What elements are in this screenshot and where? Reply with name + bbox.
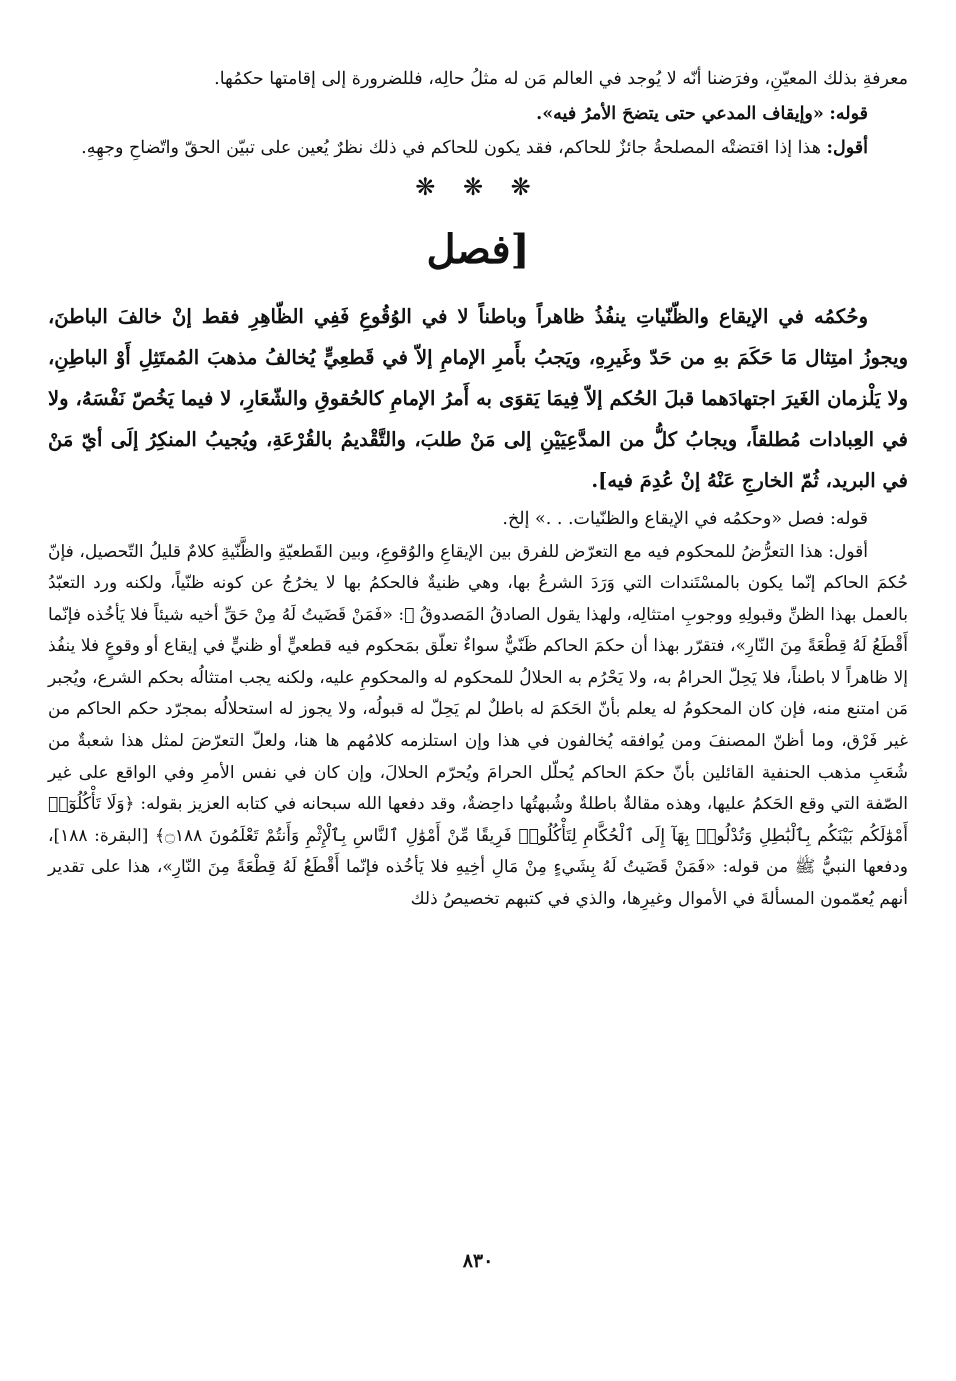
qawluh-1-label: قوله: — [829, 103, 868, 124]
section-heading-wrap — [48, 214, 908, 286]
aqul-1-label: أقول: — [826, 138, 868, 158]
aqul-1 — [48, 131, 908, 166]
aqul-2-part4: هذا على تقدير أنهم يُعمّمون المسألةَ في الأموال وغيرِها، والذي في كتبهم تخصيصُ ذلك — [48, 857, 908, 910]
qawluh-2 — [48, 501, 908, 537]
matn-paragraph — [48, 296, 908, 501]
intro-text: معرفةِ بذلك المعيّنِ، وفرَضنا أنّه لا يُوجد في العالم مَن له مثلُ حالِه، فللضرورة إلى إقامتها حكمُها. — [214, 69, 908, 89]
intro-paragraph — [48, 62, 908, 97]
hadith-1: «فَمَنْ قَضَيتُ لَهُ مِنْ حَقِّ أخيه شيئاً فلا يَأخُذه فإنّما أَقْطَعُ لَهُ قِطْعَةً مِنَ النّارِ»، — [48, 604, 909, 657]
quran-reference: [البقرة: ١٨٨]، — [48, 825, 149, 846]
aqul-2-part3: ودفعها النبيُّ ﷺ من قوله: — [722, 857, 909, 878]
hadith-2: «فَمَنْ قَضَيتُ لَهُ بِشَيءٍ مِنْ مَالِ أخِيهِ فلا يَأخُذه فإنّما أَقْطَعُ لَهُ قِطْعَةً مِنَ النّارِ»، — [156, 857, 716, 878]
page-content — [48, 62, 908, 916]
qawluh-1-text: «وإيقاف المدعي حتى يتضحَ الأمرُ فيه». — [536, 103, 824, 124]
aqul-2-part1: هذا التعرُّضُ للمحكوم فيه مع التعرّض للفرق بين الإيقاعِ والوُقوعِ، وبين القَطعيّةِ والظَّنّيةِ كلامٌ قليلُ التّحصيل، فإنّ حُكمَ الحاكم إنّما يكون بالمسْتَندات التي وَرَدَ الشرعُ بها، وهي ظنيةٌ فالحكمُ بها لا يخرُجُ عن كونه ظنّياً، ولكنه ورد التعبّدُ بالعمل بهذا الظنِّ وقبولِهِ ووجوبِ امتثالِه، ولهذا يقول الصادقُ المَصدوقُ ﷺ: — [48, 541, 909, 625]
aqul-2 — [48, 537, 908, 916]
section-heading: [فصل — [426, 225, 530, 273]
aqul-2-part2: فتقرّر بهذا أن حكمَ الحاكم ظَنّيٌّ سواءٌ تعلّق بمَحكوم فيه قطعيٍّ أو ظنيٍّ في إيقاع أو وقوعٍ فلا ينفُذ إلا ظاهراً لا باطناً، فلا يَحِلّ الحرامُ به، ولا يَحْرُم به الحلالُ للمحكوم له والمحكومِ عليه، ولكنه يجب امتثالُه بحكم الشرع، ويُجبر مَن امتنع منه، فإن كان المحكومُ له يعلم بأنّ الحَكمَ له باطلٌ لم يَحِلّ له قبولُه، ولا يجوز له استحلالُه بمجرّد حكم الحاكم من غير فَرْق، وما أظنّ المصنفَ ومن يُوافقه يُخالفون في هذا وإن استلزمه كلامُهم ها هنا، ولعلّ التعرّضَ لمثل هذا شعبةٌ من شُعَبِ مذهب الحنفية القائلين بأنّ حكمَ الحاكم يُحلّل الحرامَ ويُحرّم الحلالَ، وإن كان في نفس الأمرِ وفي الواقع على غير الصّفة التي وقع الحَكمُ عليها، وهذه مقالةٌ باطلةٌ وشُبهتُها داحِضةٌ، وقد دفعها الله سبحانه في كتابه العزيز بقوله: — [48, 636, 909, 815]
section-separator: ❋ ❋ ❋ — [415, 172, 541, 201]
quran-verse: ﴿وَلَا تَأْكُلُوٓا۟ أَمْوَٰلَكُم بَيْنَكُم بِٱلْبَٰطِلِ وَتُدْلُوا۟ بِهَآ إِلَى ٱلْحُكَّامِ لِتَأْكُلُوا۟ فَرِيقًا مِّنْ أَمْوَٰلِ ٱلنَّاسِ بِٱلْإِثْمِ وَأَنتُمْ تَعْلَمُونَ ۝١٨٨﴾ — [48, 794, 908, 846]
aqul-2-label: أقول: — [828, 541, 868, 562]
qawluh-2-label: قوله: — [829, 508, 868, 529]
page-number: ٨٣٠ — [462, 1250, 494, 1272]
matn-text: وحُكمُه في الإيقاع والظّنّياتِ ينفُذُ ظاهراً وباطناً لا في الوُقُوعِ فَفِي الظّاهِرِ فقط إنْ خالفَ الباطنَ، ويجوزُ امتِثال مَا حَكَمَ بهِ من حَدّ وغَيرِهِ، ويَجبُ بأَمرِ الإمامِ إلاّ في قَطعِيٍّ يُخالفُ مذهبَ المُمتَثِلِ أَوْ الباطِنِ، ولا يَلْزمان الغَيرَ اجتهادَهما قبلَ الحُكم إلاّ فِيمَا يَقوَى به أَمرُ الإمامِ كالحُقوقِ والشّعَارِ، لا فيما يَخُصّ نَفْسَهُ، ولا في العِبادات مُطلقاً، ويجابُ كلُّ من المدَّعِيَيْنِ إلى مَنْ طلبَ، والتَّقْديمُ بالقُرْعَةِ، ويُجيبُ المنكِرُ إلَى أيّ مَنْ في البريد، ثُمّ الخارجِ عَنْهُ إنْ عُدِمَ فيه]. — [48, 304, 908, 492]
qawluh-2-text: فصل «وحكمُه في الإيقاع والظنّيات. . .» إلخ. — [502, 508, 825, 529]
qawluh-1 — [48, 97, 908, 132]
aqul-1-text: هذا إذا اقتضتْه المصلحةُ جائزٌ للحاكم، فقد يكون للحاكم في ذلك نظرٌ يُعين على تبيّن الحقّ واتّضاحِ وجهِهِ. — [81, 138, 821, 158]
